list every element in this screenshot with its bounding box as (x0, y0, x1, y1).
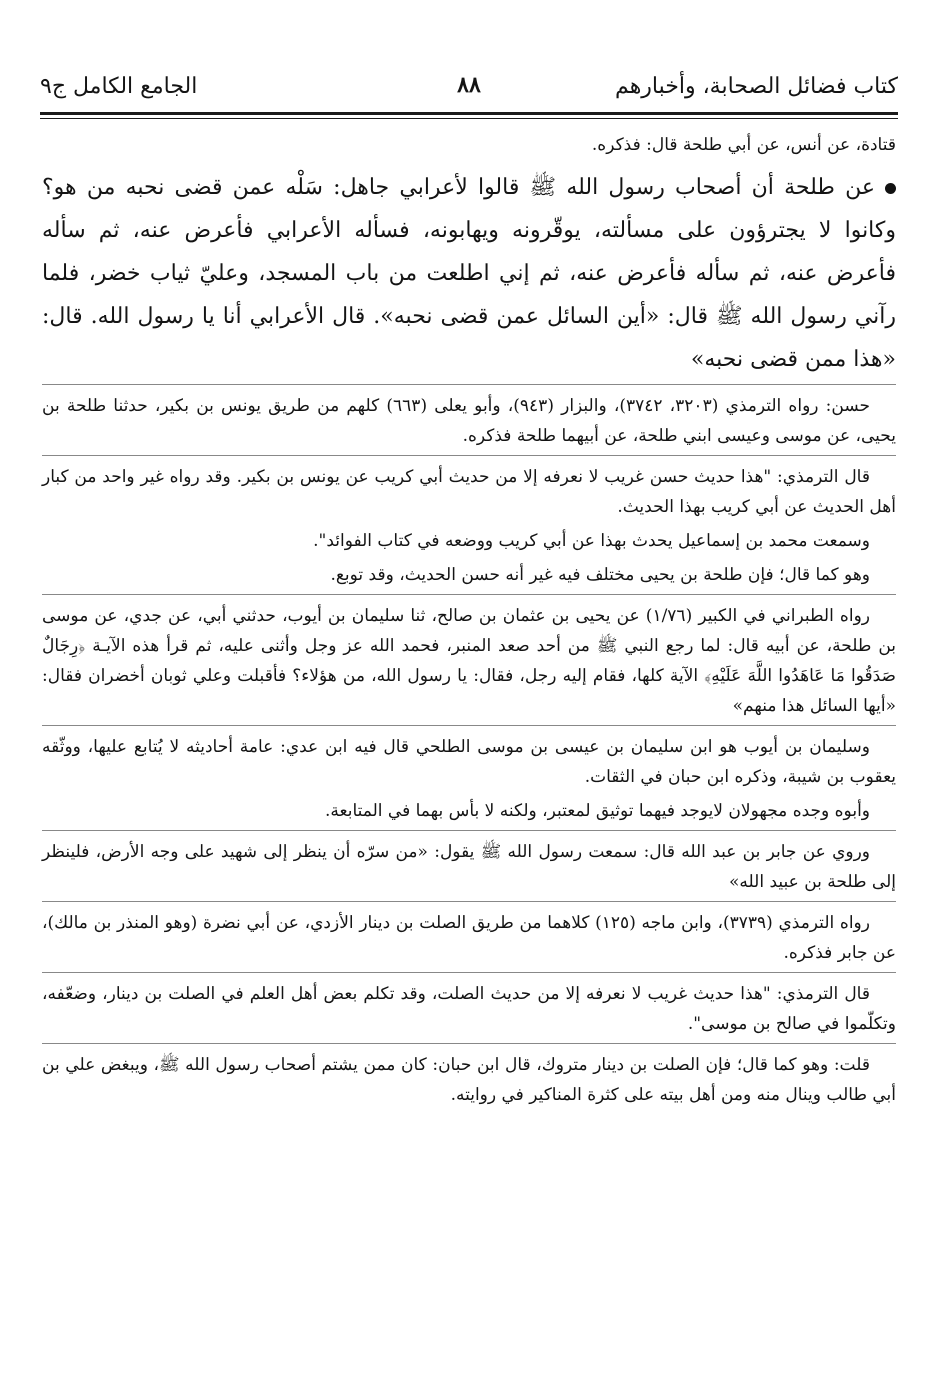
hadith-text: عن طلحة أن أصحاب رسول الله ﷺ قالوا لأعرابي جاهل: سَلْه عمن قضى نحبه من هو؟ وكانوا لا يجترؤون على مسألته، يوقّرونه ويهابونه، فسأله الأعرابي فأعرض عنه، ثم سأله فأعرض عنه، ثم سأله فأعرض عنه، ثم إني اطلعت من باب المسجد، وعليّ ثياب خضر، فلما رآني رسول الله ﷺ قال: «أين السائل عمن قضى نحبه». قال الأعرابي أنا يا رسول الله. قال: «هذا ممن قضى نحبه» (42, 175, 896, 372)
book-page (40, 0, 898, 1381)
tirmidhi-comment-paragraph: قال الترمذي: "هذا حديث غريب لا نعرفه إلا من حديث الصلت، وقد تكلم بعض أهل العلم في الصلت بن دينار، وضعّفه، وتكلّموا في صالح بن موسى". (42, 984, 896, 1034)
paragraph-divider (42, 830, 896, 831)
tabarani-paragraph: رواه الطبراني في الكبير (١/٧٦) عن يحيى بن عثمان بن صالح، ثنا سليمان بن أيوب، حدثني أبي، عن جدي، عن موسى بن طلحة، عن أبيه قال: لما رجع النبي ﷺ من أحد صعد المنبر، فحمد الله عز وجل وأثنى عليه، ثم قرأ هذه الآيـة ﴿رِجَالٌ صَدَقُوا مَا عَاهَدُوا اللَّهَ عَلَيْهِ﴾ الآية كلها، فقام إليه رجل، فقال: يا رسول الله، من هؤلاء؟ فأقبلت وعلي ثوبان أخضران فقال: «أيها السائل هذا منهم» (42, 606, 896, 716)
tirmidhi-comment-paragraph: قال الترمذي: "هذا حديث حسن غريب لا نعرفه إلا من حديث أبي كريب عن يونس بن بكير. وقد رواه غير واحد من كبار أهل الحديث عن أبي كريب بهذا الحديث. (42, 467, 896, 517)
running-book-title: كتاب فضائل الصحابة، وأخبارهم (615, 74, 898, 99)
takhrij-paragraph: رواه الترمذي (٣٧٣٩)، وابن ماجه (١٢٥) كلاهما من طريق الصلت بن دينار الأزدي، عن أبي نضرة (وهو المنذر بن مالك)، عن جابر فذكره. (42, 913, 896, 963)
header-rule-thick (40, 112, 898, 115)
running-volume-title: الجامع الكامل ج٩ (40, 74, 198, 99)
header-rule-thin (40, 118, 898, 119)
page-header (40, 66, 898, 106)
commentary-paragraph: وهو كما قال؛ فإن طلحة بن يحيى مختلف فيه غير أنه حسن الحديث، وقد توبع. (330, 565, 870, 585)
paragraph-divider (42, 1043, 896, 1044)
takhrij-paragraph: حسن: رواه الترمذي (٣٢٠٣، ٣٧٤٢)، والبزار (٩٤٣)، وأبو يعلى (٦٦٣) كلهم من طريق يونس بن بكير، حدثنا طلحة بن يحيى، عن موسى وعيسى ابني طلحة، عن أبيهما طلحة فذكره. (42, 396, 896, 446)
continuation-paragraph: قتادة، عن أنس، عن أبي طلحة قال: فذكره. (591, 135, 896, 155)
page-number: ٨٨ (457, 72, 481, 98)
paragraph-divider (42, 901, 896, 902)
paragraph-divider (42, 972, 896, 973)
author-comment-paragraph: قلت: وهو كما قال؛ فإن الصلت بن دينار متروك، قال ابن حبان: كان ممن يشتم أصحاب رسول الله ﷺ، ويبغض علي بن أبي طالب وينال منه ومن أهل بيته على كثرة المناكير في روايته. (42, 1055, 896, 1105)
narrator-note-paragraph: وسليمان بن أيوب هو ابن سليمان بن عيسى بن موسى الطلحي قال فيه ابن عدي: عامة أحاديثه لا يُتابع عليها، ووثّقه يعقوب بن شيبة، وذكره ابن حبان في الثقات. (42, 737, 896, 787)
narrator-note-paragraph: وأبوه وجده مجهولان لايوجد فيهما توثيق لمعتبر، ولكنه لا بأس بهما في المتابعة. (325, 801, 870, 821)
bullet-icon (885, 183, 896, 194)
paragraph-divider (42, 594, 896, 595)
commentary-paragraph: وسمعت محمد بن إسماعيل يحدث بهذا عن أبي كريب ووضعه في كتاب الفوائد". (313, 531, 870, 551)
jabir-hadith-paragraph: وروي عن جابر بن عبد الله قال: سمعت رسول الله ﷺ يقول: «من سرّه أن ينظر إلى شهيد على وجه الأرض، فلينظر إلى طلحة بن عبيد الله» (42, 842, 896, 892)
paragraph-divider (42, 455, 896, 456)
hadith-paragraph (42, 166, 896, 381)
paragraph-divider (42, 384, 896, 385)
paragraph-divider (42, 725, 896, 726)
page-body (42, 130, 896, 1114)
